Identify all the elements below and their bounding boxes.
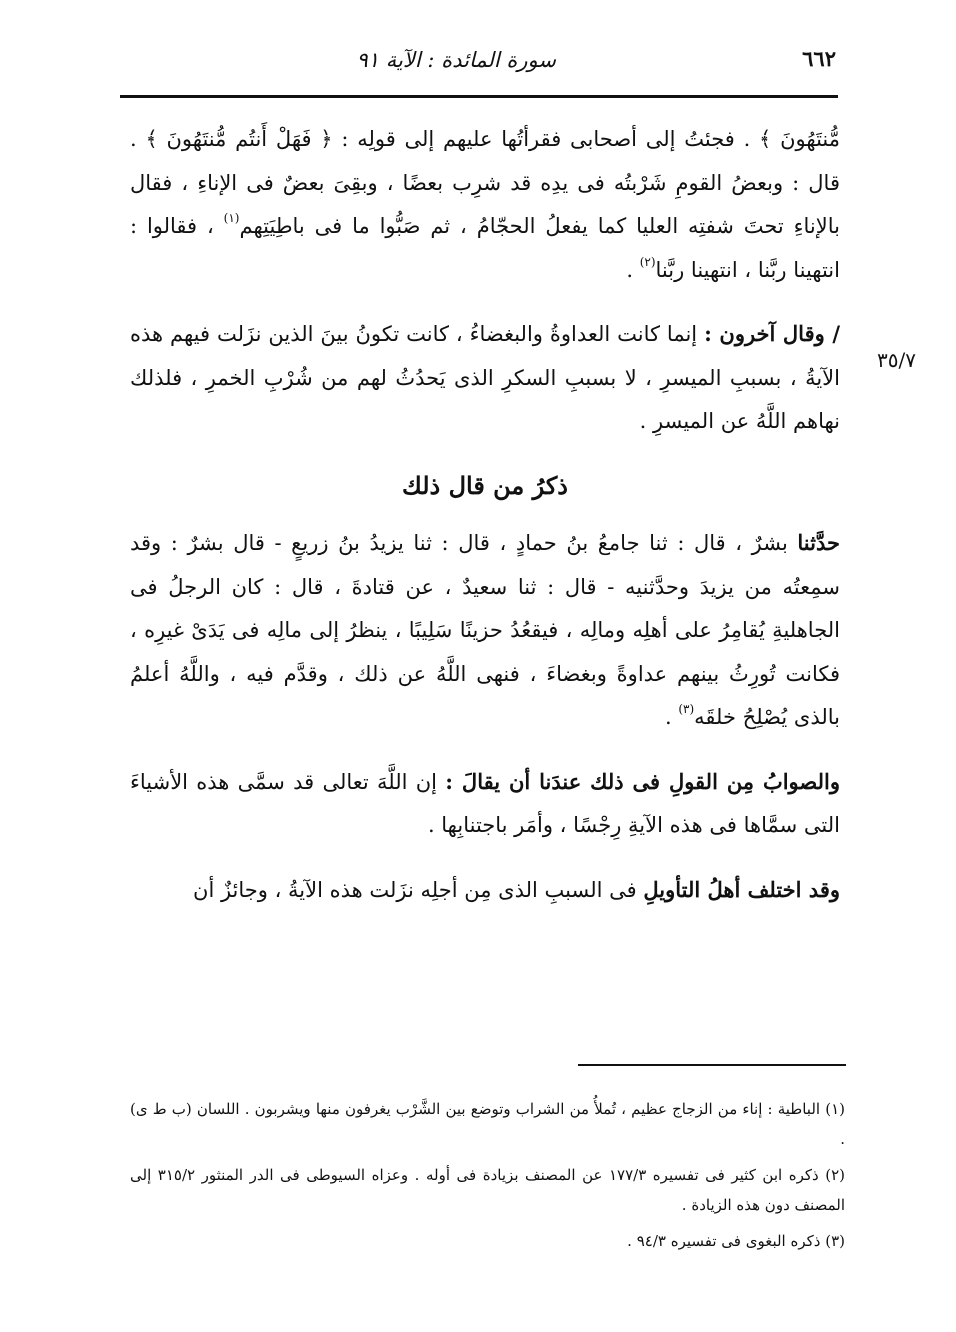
paragraph-1-end: . — [626, 257, 634, 282]
paragraph-2 — [130, 312, 840, 444]
footnote-marker-1: (١) — [223, 211, 240, 225]
paragraph-1-text-continued: ، فقالوا : انتهينا ربَّنا ، انتهينا ربَّنا — [130, 214, 840, 282]
paragraph-2-lead: / وقال آخرون : — [704, 321, 840, 346]
running-title: سورة المائدة : الآية ٩١ — [356, 48, 556, 72]
paragraph-3-text: بشرٌ ، قال : ثنا جامعُ بنُ حمادٍ ، قال : ثنا يزيدُ بنُ زريعٍ - قال بشرٌ : وقد سمِعتُه من يزيدَ وحدَّثنيه - قال : ثنا سعيدٌ ، عن قتادةَ ، قال : كان الرجلُ فى الجاهليةِ يُقامِرُ على أهلِه ومالِه ، فيقعُدُ حزينًا سَلِيبًا ، ينظرُ إلى مالِه فى يَدَىْ غيرِه ، فكانت تُورِثُ بينهم عداوةً وبغضاءَ ، فنهى اللَّهُ عن ذلك ، وقدَّم فيه ، واللَّهُ أعلمُ بالذى يُصْلِحُ خلقَه — [130, 531, 840, 729]
paragraph-4-lead: والصوابُ مِن القولِ فى ذلك عندَنا أن يقالَ : — [445, 768, 840, 794]
paragraph-3 — [130, 521, 840, 740]
paragraph-4-text: إن اللَّهَ تعالى قد سمَّى هذه الأشياءَ التى سمَّاها فى هذه الآيةِ رِجْسًا ، وأمَر باجتنابِها . — [130, 769, 840, 837]
footnote-3: (٣) ذكره البغوى فى تفسيره ٩٤/٣ . — [627, 1232, 845, 1250]
paragraph-3-end: . — [664, 705, 672, 729]
main-text — [130, 118, 840, 932]
footnote-marker-3: (٣) — [678, 702, 695, 716]
footnote-rule — [578, 1064, 846, 1066]
paragraph-1 — [130, 118, 840, 292]
paragraph-5-lead: وقد اختلف أهلُ التأويلِ — [643, 876, 840, 902]
footnote-2: (٢) ذكره ابن كثير فى تفسيره ١٧٧/٣ عن المصنف بزيادة فى أوله . وعزاه السيوطى فى الدر المنثور ٣١٥/٢ إلى المصنف دون هذه الزيادة . — [130, 1166, 845, 1214]
paragraph-5-text: فى السببِ الذى مِن أجلِه نزَلت هذه الآيةُ ، وجائزٌ أن — [193, 877, 637, 902]
header-rule — [120, 95, 838, 98]
paragraph-3-lead: حدَّثنا — [797, 530, 840, 555]
footnote-1: (١) الباطية : إناء من الزجاج عظيم ، تُملأُ من الشراب وتوضع بين الشَّرْب يغرفون منها ويشربون . اللسان (ب ط ى) . — [130, 1100, 845, 1148]
paragraph-4 — [130, 760, 840, 848]
paragraph-5 — [130, 868, 840, 913]
footnotes — [130, 1094, 845, 1262]
paragraph-1-text: مُّنتَهُونَ ﴾ . فجئتُ إلى أصحابى فقرأتُها عليهم إلى قولِه : ﴿ فَهَلْ أَنتُم مُّنتَهُونَ ﴾ . قال : وبعضُ القومِ شَرْبتُه فى يدِه قد شرِب بعضًا ، وبقِىَ بعضٌ فى الإناءِ ، فقال بالإناءِ تحتَ شفتِه العليا كما يفعلُ الحجّامُ ، ثم صَبُّوا ما فى باطِيَتِهم — [130, 127, 840, 238]
footnote-marker-2: (٢) — [639, 254, 656, 269]
section-heading: ذكرُ من قال ذلك — [402, 470, 568, 500]
margin-reference: ٣٥/٧ — [877, 348, 916, 372]
page-header — [120, 40, 836, 88]
paragraph-2-text: إنما كانت العداوةُ والبغضاءُ ، كانت تكونُ بينَ الذين نزَلت فيهم هذه الآيةُ ، بسببِ الميسرِ ، لا بسببِ السكرِ الذى يَحدُثُ لهم من شُرْبِ الخمرِ ، فلذلك نهاهم اللَّهُ عن الميسرِ . — [130, 322, 840, 433]
page-number: ٦٦٢ — [802, 46, 836, 71]
